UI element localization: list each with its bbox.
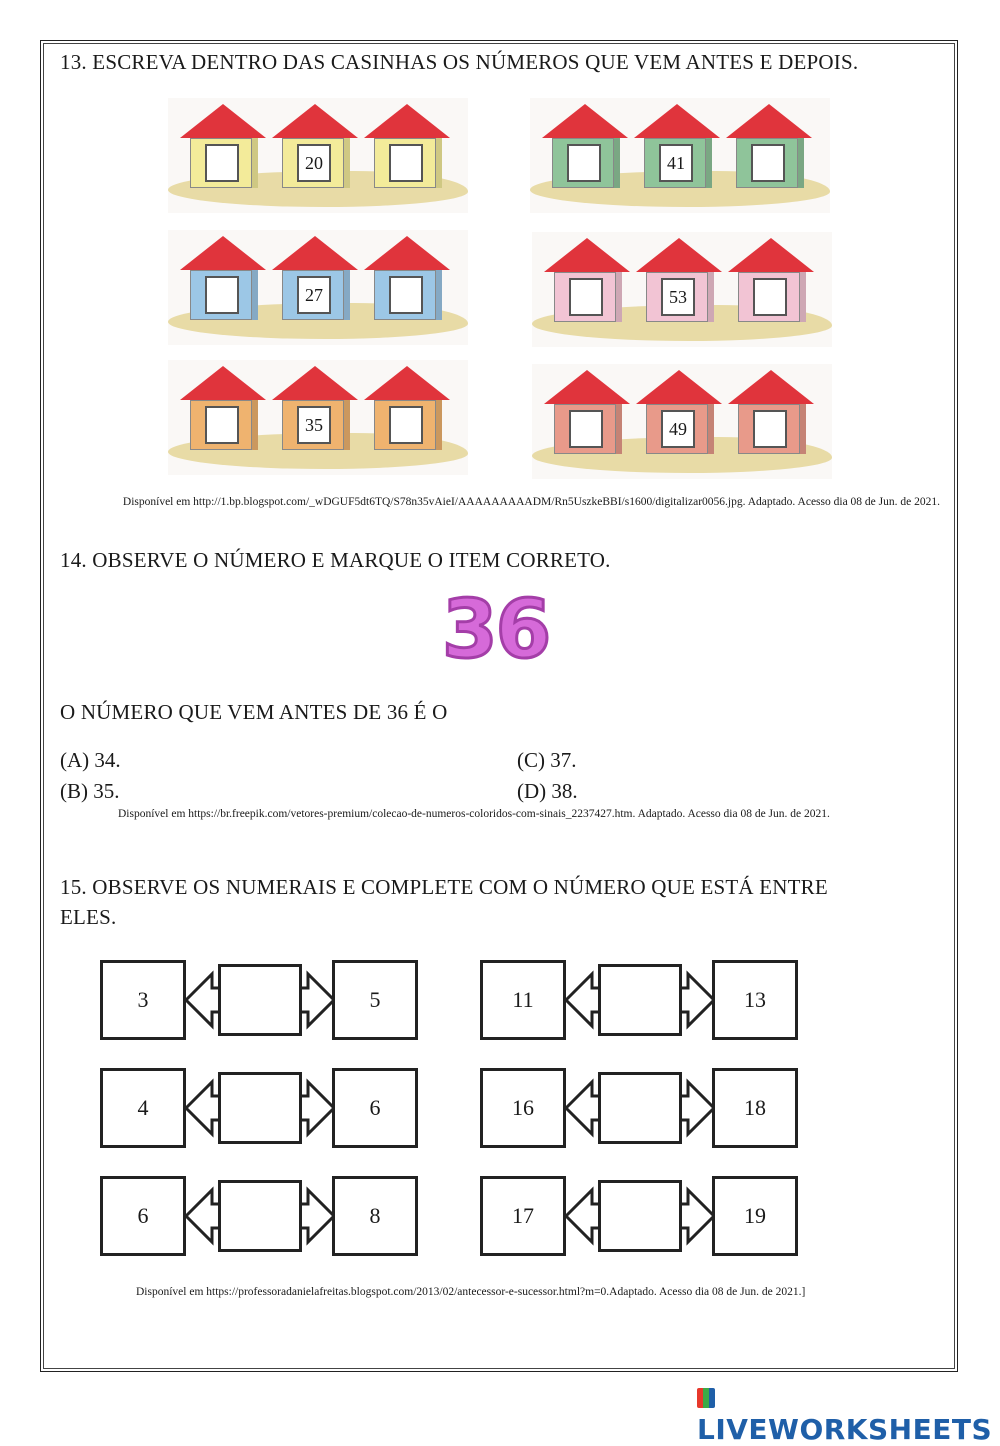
right-number-box: 13 — [712, 960, 798, 1040]
house-given-number — [634, 104, 720, 190]
question-15-title-line2: ELES. — [60, 905, 117, 929]
house-group — [532, 232, 832, 347]
house-answer-box[interactable] — [567, 144, 601, 182]
right-number-box: 6 — [332, 1068, 418, 1148]
house-roof — [180, 236, 266, 270]
left-number-box: 17 — [480, 1176, 566, 1256]
house-answer-box[interactable] — [753, 410, 787, 448]
right-number-box: 18 — [712, 1068, 798, 1148]
question-14-source: Disponível em https://br.freepik.com/vetores-premium/colecao-de-numeros-coloridos-com-sinais_2237427.htm. Adaptado. Acesso dia 08 de Jun. de 2021. — [118, 808, 830, 820]
house-body — [738, 272, 800, 322]
question-13-source: Disponível em http://1.bp.blogspot.com/_wDGUF5dt6TQ/S78n35vAieI/AAAAAAAAADM/Rn5UszkeBBI/s1600/digitalizar0056.jpg. Adaptado. Acesso dia 08 de Jun. de 2021. — [122, 496, 940, 508]
house-side — [616, 404, 622, 454]
house-number: 53 — [661, 278, 695, 316]
house-after — [364, 236, 450, 322]
house-group — [168, 230, 468, 345]
house-answer-box[interactable] — [753, 278, 787, 316]
number-chain — [100, 1068, 420, 1150]
middle-answer-box[interactable] — [218, 1180, 302, 1252]
house-number: 49 — [661, 410, 695, 448]
house-group — [530, 98, 830, 213]
house-body — [646, 404, 708, 454]
house-roof — [636, 370, 722, 404]
house-roof — [364, 104, 450, 138]
option-a[interactable]: (A) 34. — [60, 748, 121, 772]
right-number-box: 5 — [332, 960, 418, 1040]
house-side — [344, 138, 350, 188]
middle-answer-box[interactable] — [598, 964, 682, 1036]
house-body — [552, 138, 614, 188]
house-body — [554, 404, 616, 454]
house-after — [728, 370, 814, 456]
house-number: 35 — [297, 406, 331, 444]
house-answer-box[interactable] — [751, 144, 785, 182]
left-number-box: 4 — [100, 1068, 186, 1148]
house-side — [436, 270, 442, 320]
house-roof — [544, 370, 630, 404]
house-roof — [542, 104, 628, 138]
house-side — [344, 270, 350, 320]
house-before — [180, 104, 266, 190]
number-chain — [100, 1176, 420, 1258]
house-roof — [272, 366, 358, 400]
house-side — [436, 400, 442, 450]
house-roof — [634, 104, 720, 138]
question-14-title: 14. OBSERVE O NÚMERO E MARQUE O ITEM CORRETO. — [60, 548, 611, 572]
house-given-number — [272, 366, 358, 452]
house-body — [736, 138, 798, 188]
house-side — [252, 138, 258, 188]
house-roof — [180, 104, 266, 138]
middle-answer-box[interactable] — [598, 1072, 682, 1144]
house-side — [706, 138, 712, 188]
house-given-number — [272, 104, 358, 190]
question-15-title — [60, 872, 828, 932]
house-side — [614, 138, 620, 188]
house-answer-box[interactable] — [205, 276, 239, 314]
question-15-source: Disponível em https://professoradanielafreitas.blogspot.com/2013/02/antecessor-e-sucessor.html?m=0.Adaptado. Acesso dia 08 de Jun. de 2021.] — [136, 1286, 806, 1298]
right-number-box: 8 — [332, 1176, 418, 1256]
house-body — [190, 138, 252, 188]
house-side — [616, 272, 622, 322]
house-after — [364, 104, 450, 190]
house-answer-box[interactable] — [205, 144, 239, 182]
house-body — [282, 270, 344, 320]
option-c[interactable]: (C) 37. — [517, 748, 577, 772]
house-given-number — [636, 370, 722, 456]
number-chain — [480, 1068, 800, 1150]
house-answer-box[interactable] — [389, 276, 423, 314]
house-roof — [636, 238, 722, 272]
liveworksheets-logo-icon — [697, 1388, 715, 1408]
right-number-box: 19 — [712, 1176, 798, 1256]
left-number-box: 6 — [100, 1176, 186, 1256]
house-body — [374, 138, 436, 188]
house-before — [544, 238, 630, 324]
logo-text: LIVEWORKSHEETS — [697, 1413, 993, 1446]
house-roof — [728, 238, 814, 272]
house-answer-box[interactable] — [569, 278, 603, 316]
house-side — [252, 400, 258, 450]
house-side — [708, 272, 714, 322]
house-body — [282, 400, 344, 450]
house-body — [282, 138, 344, 188]
house-roof — [272, 104, 358, 138]
house-after — [728, 238, 814, 324]
house-roof — [544, 238, 630, 272]
house-side — [800, 272, 806, 322]
house-answer-box[interactable] — [569, 410, 603, 448]
house-body — [554, 272, 616, 322]
house-side — [798, 138, 804, 188]
house-body — [190, 270, 252, 320]
question-15-title-line1: 15. OBSERVE OS NUMERAIS E COMPLETE COM O NÚMERO QUE ESTÁ ENTRE — [60, 875, 828, 899]
house-before — [542, 104, 628, 190]
left-number-box: 3 — [100, 960, 186, 1040]
house-number: 20 — [297, 144, 331, 182]
house-group — [168, 98, 468, 213]
house-before — [180, 366, 266, 452]
house-given-number — [636, 238, 722, 324]
left-number-box: 11 — [480, 960, 566, 1040]
house-before — [180, 236, 266, 322]
house-roof — [272, 236, 358, 270]
house-side — [252, 270, 258, 320]
house-given-number — [272, 236, 358, 322]
number-36-illustration: 36 — [442, 583, 550, 676]
house-answer-box[interactable] — [389, 406, 423, 444]
house-body — [374, 400, 436, 450]
middle-answer-box[interactable] — [218, 1072, 302, 1144]
option-d[interactable]: (D) 38. — [517, 779, 578, 803]
house-side — [800, 404, 806, 454]
liveworksheets-logo — [697, 1380, 1000, 1446]
house-body — [738, 404, 800, 454]
house-group — [168, 360, 468, 475]
house-number: 27 — [297, 276, 331, 314]
house-roof — [726, 104, 812, 138]
house-side — [436, 138, 442, 188]
house-body — [190, 400, 252, 450]
number-chain — [480, 960, 800, 1042]
question-14-statement: O NÚMERO QUE VEM ANTES DE 36 É O — [60, 700, 448, 724]
question-13-title: 13. ESCREVA DENTRO DAS CASINHAS OS NÚMEROS QUE VEM ANTES E DEPOIS. — [60, 50, 859, 74]
left-number-box: 16 — [480, 1068, 566, 1148]
house-body — [644, 138, 706, 188]
middle-answer-box[interactable] — [598, 1180, 682, 1252]
number-chain — [100, 960, 420, 1042]
option-b[interactable]: (B) 35. — [60, 779, 120, 803]
house-after — [726, 104, 812, 190]
house-answer-box[interactable] — [389, 144, 423, 182]
house-answer-box[interactable] — [205, 406, 239, 444]
house-before — [544, 370, 630, 456]
house-side — [344, 400, 350, 450]
house-roof — [728, 370, 814, 404]
house-roof — [364, 366, 450, 400]
house-after — [364, 366, 450, 452]
house-group — [532, 364, 832, 479]
house-side — [708, 404, 714, 454]
house-number: 41 — [659, 144, 693, 182]
house-roof — [180, 366, 266, 400]
house-roof — [364, 236, 450, 270]
middle-answer-box[interactable] — [218, 964, 302, 1036]
house-body — [646, 272, 708, 322]
number-chain — [480, 1176, 800, 1258]
house-body — [374, 270, 436, 320]
